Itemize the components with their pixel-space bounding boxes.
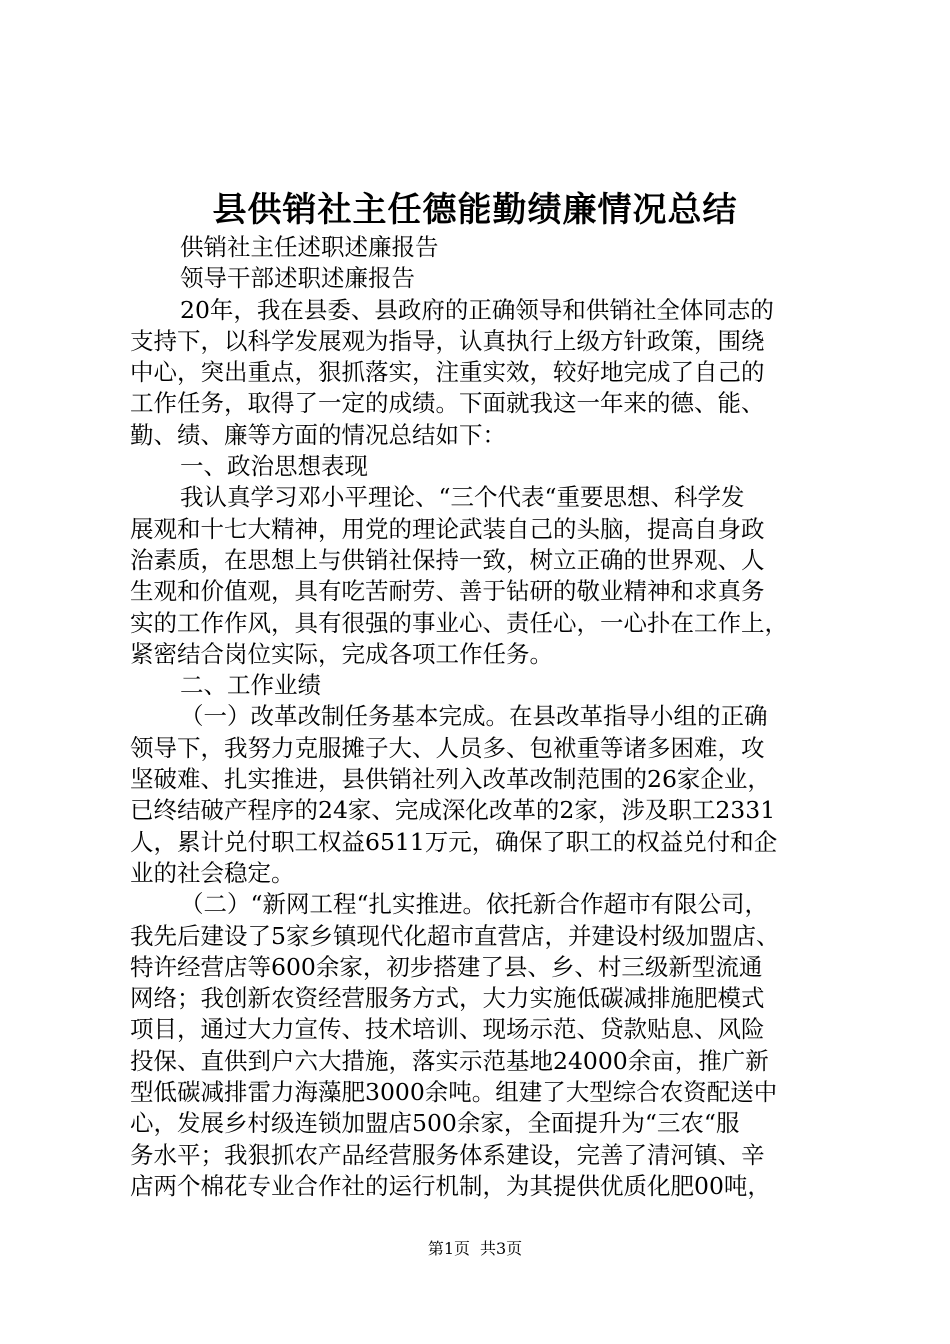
page-number: 第1页 [427,1239,470,1258]
text-line: 支持下，以科学发展观为指导，认真执行上级方针政策，围绕 [130,326,765,355]
text-line: 型低碳减排雷力海藻肥3000余吨。组建了大型综合农资配送中 [130,1078,778,1107]
text-line: 心，发展乡村级连锁加盟店500余家，全面提升为“三农“服 [130,1109,740,1138]
section-heading: 二、工作业绩 [180,671,321,700]
text-line: 治素质，在思想上与供销社保持一致，树立正确的世界观、人 [130,545,765,574]
document-title: 县供销社主任德能勤绩廉情况总结 [212,190,738,230]
text-line: 紧密结合岗位实际，完成各项工作任务。 [130,639,553,668]
text-line: 业的社会稳定。 [130,858,295,887]
text-line: （二）“新网工程“扎实推进。依托新合作超市有限公司， [180,890,769,919]
text-line: 店两个棉花专业合作社的运行机制，为其提供优质化肥00吨， [130,1171,771,1200]
text-line: 勤、绩、廉等方面的情况总结如下： [130,420,506,449]
text-line: 展观和十七大精神，用党的理论武装自己的头脑，提高自身政 [130,514,765,543]
text-line: 人，累计兑付职工权益6511万元，确保了职工的权益兑付和企 [130,827,778,856]
text-line: 实的工作作风，具有很强的事业心、责任心，一心扑在工作上， [130,608,788,637]
text-line: 我先后建设了5家乡镇现代化超市直营店，并建设村级加盟店、 [130,921,780,950]
page-footer [0,1238,950,1260]
text-line: 领导干部述职述廉报告 [180,264,415,293]
text-line: 我认真学习邓小平理论、“三个代表“重要思想、科学发 [180,483,745,512]
text-line: 投保、直供到户六大措施，落实示范基地24000余亩，推广新 [130,1046,769,1075]
text-line: 务水平；我狠抓农产品经营服务体系建设，完善了清河镇、辛 [130,1140,765,1169]
text-line: 已终结破产程序的24家、完成深化改革的2家，涉及职工2331 [130,796,776,825]
text-line: 中心，突出重点，狠抓落实，注重实效，较好地完成了自己的 [130,358,765,387]
text-line: 领导下，我努力克服摊子大、人员多、包袱重等诸多困难，攻 [130,733,765,762]
text-line: 网络；我创新农资经营服务方式，大力实施低碳减排施肥模式 [130,984,765,1013]
text-line: 生观和价值观，具有吃苦耐劳、善于钻研的敬业精神和求真务 [130,577,765,606]
text-line: 20年，我在县委、县政府的正确领导和供销社全体同志的 [180,295,774,324]
text-line: 工作任务，取得了一定的成绩。下面就我这一年来的德、能、 [130,389,765,418]
text-line: 特许经营店等600余家，初步搭建了县、乡、村三级新型流通 [130,952,763,981]
page-total: 共3页 [480,1239,523,1258]
text-line: 项目，通过大力宣传、技术培训、现场示范、贷款贴息、风险 [130,1015,765,1044]
text-line: 供销社主任述职述廉报告 [180,233,439,261]
section-heading: 一、政治思想表现 [180,452,368,481]
document-body [130,232,830,1202]
text-line: 坚破难、扎实推进，县供销社列入改革改制范围的26家企业， [130,765,771,794]
text-line: （一）改革改制任务基本完成。在县改革指导小组的正确 [180,702,768,731]
